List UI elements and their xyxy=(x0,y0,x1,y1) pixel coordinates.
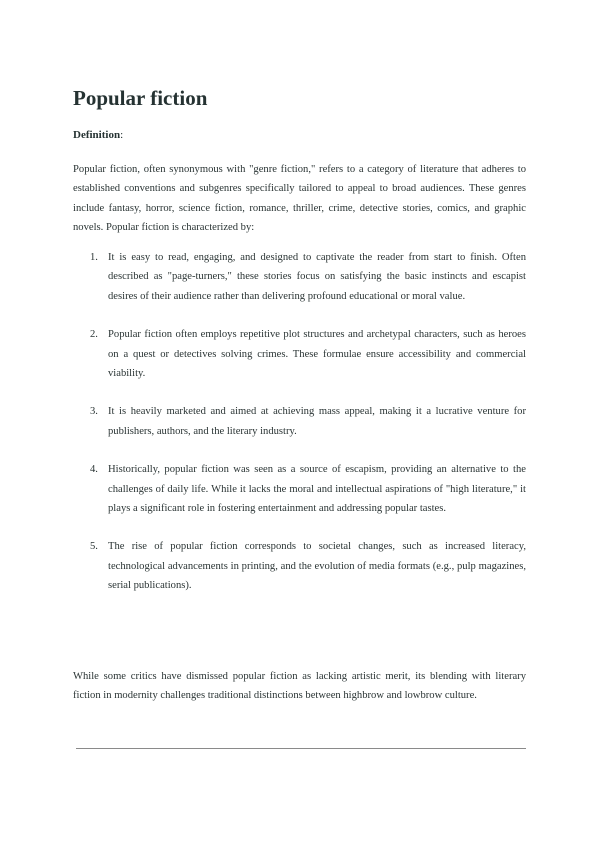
definition-label xyxy=(73,128,123,142)
list-item-text: The rise of popular fiction corresponds to societal changes, such as increased literacy, technological advancements in printing, and the evolution of media formats (e.g., pulp magazines, serial publications). xyxy=(108,541,526,592)
list-item-number: 1. xyxy=(90,252,98,263)
list-item-text: Historically, popular fiction was seen as a source of escapism, providing an alternative to the challenges of daily life. While it lacks the moral and intellectual aspirations of "high literature," it plays a significant role in fostering entertainment and addressing popular tastes. xyxy=(108,464,526,515)
list-item-number: 4. xyxy=(90,464,98,476)
intro-paragraph: Popular fiction, often synonymous with "genre fiction," refers to a category of literature that adheres to established conventions and subgenres specifically tailored to appeal to broad audiences. These genres include fantasy, horror, science fiction, romance, thriller, crime, detective stories, comics, and graphic novels. Popular fiction is characterized by: xyxy=(73,164,526,234)
list-item-text: Popular fiction often employs repetitive plot structures and archetypal characters, such as heroes on a quest or detectives solving crimes. These formulae ensure accessibility and commercial viability. xyxy=(108,329,526,380)
closing-paragraph: While some critics have dismissed popular fiction as lacking artistic merit, its blending with literary fiction in modernity challenges traditional distinctions between highbrow and lowbrow culture. xyxy=(73,671,526,702)
definition-colon: : xyxy=(120,129,124,141)
list-item xyxy=(73,325,526,383)
list-item xyxy=(73,402,526,441)
list-item xyxy=(73,248,526,306)
page-title: Popular fiction xyxy=(73,86,208,110)
horizontal-divider xyxy=(76,748,526,749)
list-item-number: 3. xyxy=(90,406,98,418)
list-item-number: 5. xyxy=(90,541,98,553)
characteristics-list xyxy=(73,248,526,615)
list-item-text: It is heavily marketed and aimed at achieving mass appeal, making it a lucrative venture for publishers, authors, and the literary industry. xyxy=(108,406,526,437)
list-item xyxy=(73,460,526,518)
list-item-text: It is easy to read, engaging, and designed to captivate the reader from start to finish. Often described as "page-turners," these stories focus on satisfying the basic instincts and escapist desires of their audience rather than delivering profound educational or moral value. xyxy=(108,252,526,302)
list-item-number: 2. xyxy=(90,329,98,341)
definition-label-text: Definition xyxy=(73,129,121,141)
list-item xyxy=(73,537,526,595)
